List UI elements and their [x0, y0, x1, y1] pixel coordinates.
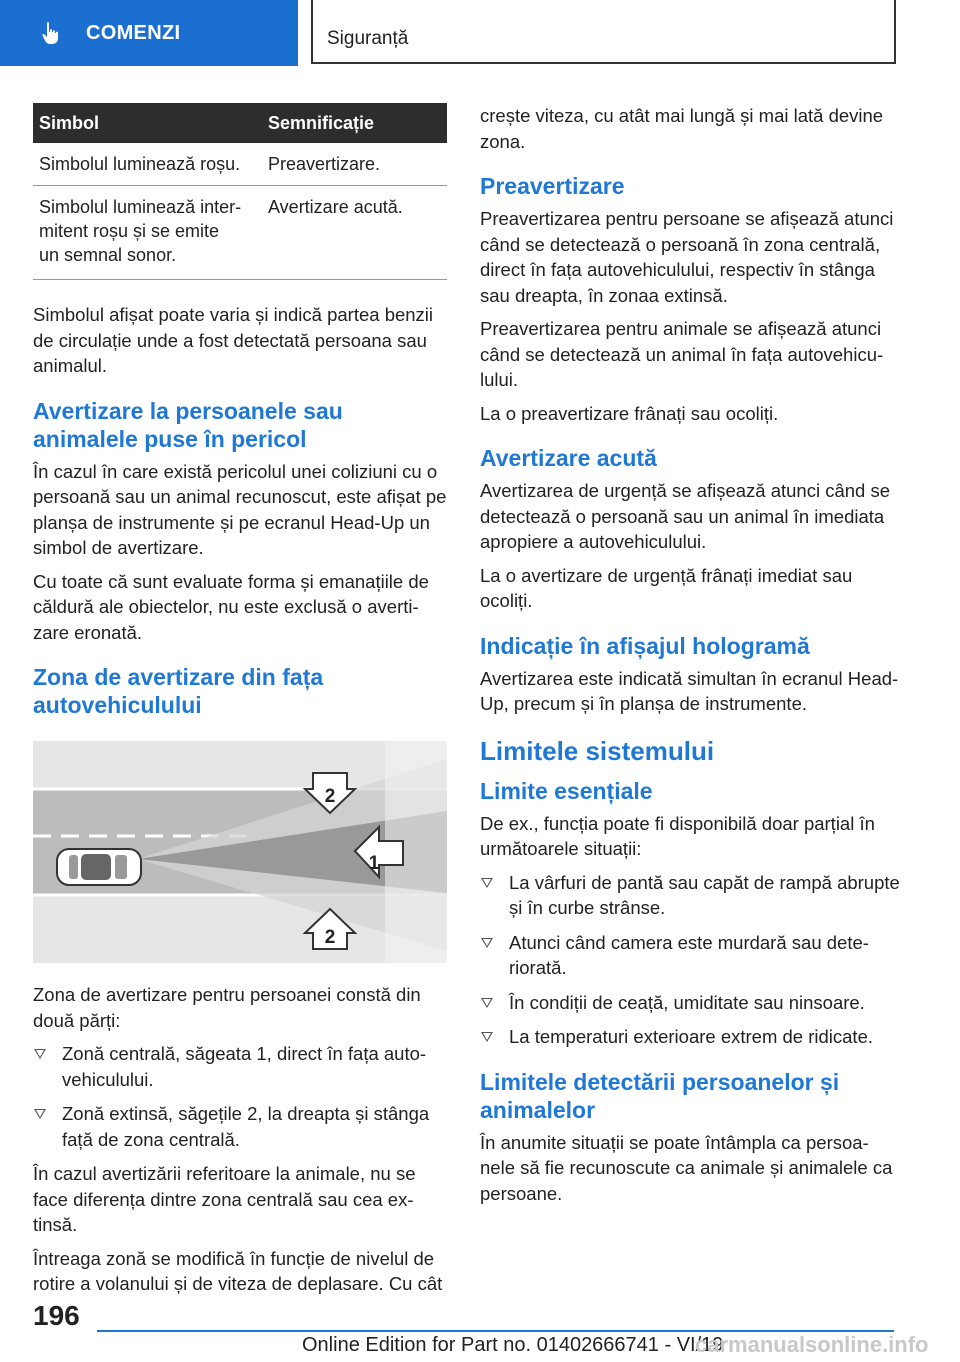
heading-warning: Avertizare la persoanele sau animalele puse în pericol: [33, 397, 343, 452]
list-item: Zonă centrală, săgeata 1, direct în fața auto-vehiculului.: [33, 1041, 447, 1092]
hand-pointer-icon: [40, 21, 62, 45]
table-cell: Preavertizare.: [262, 143, 447, 186]
arrow-bottom-label: 2: [324, 927, 336, 948]
warning-zone-figure: [33, 741, 447, 963]
paragraph: Zona de avertizare pentru persoanei constă din două părți:: [33, 984, 421, 1031]
paragraph: Întreaga zonă se modifică în funcție de nivelul de rotire a volanului și de viteza de deplasare. Cu cât: [33, 1247, 443, 1294]
heading-acute-warning: Avertizare acută: [480, 445, 657, 471]
list-item: În condiții de ceață, umiditate sau ninsoare.: [480, 990, 900, 1016]
chapter-tab-label: COMENZI: [86, 21, 181, 44]
triangle-bullet-icon: [481, 1032, 493, 1042]
paragraph: crește viteza, cu atât mai lungă și mai lată devine zona.: [480, 105, 884, 152]
heading-prewarning: Preavertizare: [480, 173, 625, 199]
limits-list: [480, 870, 900, 1050]
arrow-top-label: 2: [324, 786, 336, 807]
table-row: [33, 186, 447, 280]
zone-list: [33, 1041, 447, 1152]
symbol-table: [33, 103, 447, 280]
paragraph: La o avertizare de urgență frânați imediat sau ocoliți.: [480, 564, 853, 611]
section-title-box: [311, 0, 896, 64]
symbol-table-header-row: [33, 103, 447, 143]
list-item: La vârfuri de pantă sau capăt de rampă abrupte și în curbe strânse.: [480, 870, 900, 921]
triangle-bullet-icon: [34, 1109, 46, 1119]
page-header: [0, 0, 960, 66]
triangle-bullet-icon: [481, 998, 493, 1008]
page-number: 196: [33, 1300, 80, 1331]
paragraph: În anumite situații se poate întâmpla ca persoa-nele să fie recunoscute ca animale și animalele ca persoane.: [480, 1131, 893, 1204]
paragraph: În cazul avertizării referitoare la animale, nu se face diferența dintre zona centrală sau cea ex-tinsă.: [33, 1163, 416, 1235]
triangle-bullet-icon: [34, 1049, 46, 1059]
watermark-text: carmanualsonline.info: [695, 1332, 929, 1357]
chapter-tab[interactable]: [0, 0, 298, 66]
list-item: Atunci când camera este murdară sau dete-riorată.: [480, 930, 900, 981]
heading-system-limits: Limitele sistemului: [480, 735, 715, 766]
list-item: La temperaturi exterioare extrem de ridicate.: [480, 1024, 900, 1050]
paragraph: Simbolul afișat poate varia și indică partea benzii de circulație unde a fost detectată persoana sau animalul.: [33, 304, 434, 376]
paragraph: Avertizarea este indicată simultan în ecranul Head-Up, precum și în planșa de instrumente.: [480, 667, 899, 714]
right-column: [480, 103, 900, 1214]
triangle-bullet-icon: [481, 878, 493, 888]
section-title: Siguranță: [327, 28, 409, 49]
heading-detection-limits: Limitele detectării persoanelor și animalelor: [480, 1068, 840, 1123]
heading-zone: Zona de avertizare din fața autovehiculului: [33, 664, 324, 718]
paragraph: Cu toate că sunt evaluate forma și emanațiile de căldură ale obiectelor, nu este exclusă o averti-zare eronată.: [33, 570, 429, 643]
paragraph: În cazul în care există pericolul unei coliziuni cu o persoană sau un animal recunoscut, este afișat pe planșa de instrumente și pe ecranul Head-Up un simbol de avertizare.: [33, 460, 447, 558]
edition-text: Online Edition for Part no. 01402666741 - VI/19: [302, 1334, 724, 1356]
paragraph: Preavertizarea pentru animale se afișează atunci când se detectează un animal în fața autovehicu-lului.: [480, 318, 884, 390]
paragraph: De ex., funcția poate fi disponibilă doar parțial în următoarele situații:: [480, 812, 875, 859]
heading-hologram: Indicație în afișajul hologramă: [480, 632, 810, 659]
triangle-bullet-icon: [481, 938, 493, 948]
paragraph: La o preavertizare frânați sau ocoliți.: [480, 402, 779, 424]
symbol-table-header: Simbol: [33, 103, 262, 143]
table-cell: Simbolul luminează roșu.: [33, 143, 262, 186]
table-cell: Avertizare acută.: [262, 186, 447, 280]
symbol-table-header: Semnificație: [262, 103, 447, 143]
paragraph: Avertizarea de urgență se afișează atunci când se detectează o persoană sau un animal în imediata apropiere a autovehiculului.: [480, 480, 890, 552]
list-item: Zonă extinsă, săgețile 2, la dreapta și stânga față de zona centrală.: [33, 1101, 447, 1152]
table-cell: Simbolul luminează inter- mitent roșu și se emite un semnal sonor.: [33, 186, 262, 280]
heading-essential-limits: Limite esențiale: [480, 777, 653, 804]
table-row: [33, 143, 447, 186]
car-icon: [57, 849, 141, 885]
paragraph: Preavertizarea pentru persoane se afișează atunci când se detectează o persoană în zona centrală, direct în fața autovehiculului, respectiv în stânga sau dreapta, în zonaa extinsă.: [480, 208, 894, 306]
arrow-center-label: 1: [368, 853, 380, 874]
page-footer: [0, 1290, 960, 1362]
left-column: [33, 103, 447, 1305]
